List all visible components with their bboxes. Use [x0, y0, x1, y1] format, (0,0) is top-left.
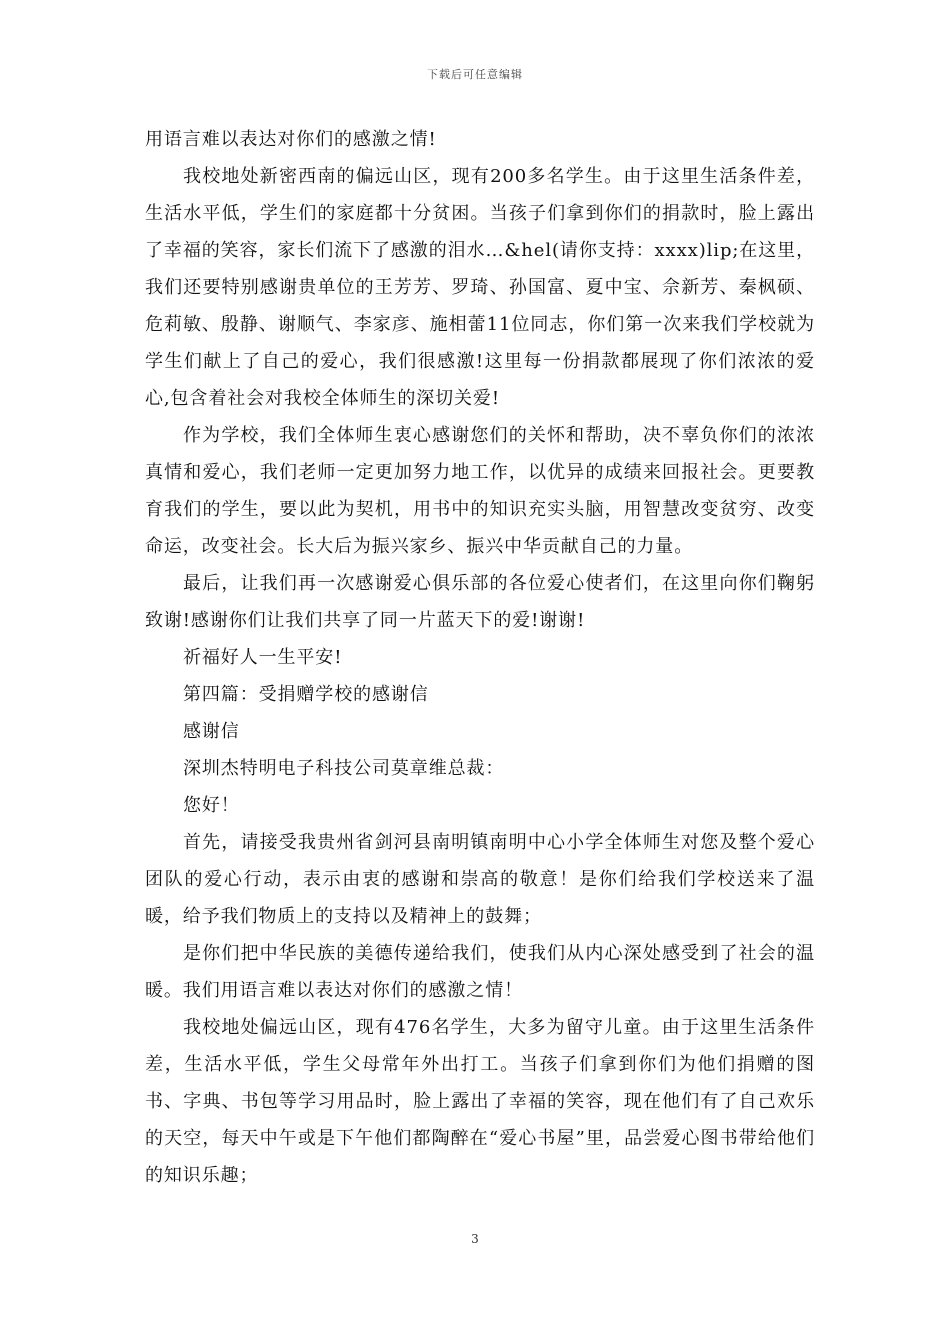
paragraph-blessing: 祈福好人一生平安!: [183, 647, 343, 668]
paragraph-virtue: 是你们把中华民族的美德传递给我们，使我们从内心深处感受到了社会的温暖。我们用语言难以表达对你们的感激之情！: [145, 943, 815, 1001]
page-header: 下载后可任意编辑: [427, 68, 523, 81]
paragraph-school-description: 我校地处偏远山区，现有476名学生，大多为留守儿童。由于这里生活条件差，生活水平低，学生父母常年外出打工。当孩子们拿到你们为他们捐赠的图书、字典、书包等学习用品时，脸上露出了幸福的笑容，现在他们有了自己欢乐的天空，每天中午或是下午他们都陶醉在“爱心书屋”里，品尝爱心图书带给他们的知识乐趣；: [145, 1017, 815, 1186]
paragraph-school-pledge: 作为学校，我们全体师生衷心感谢您们的关怀和帮助，决不辜负你们的浓浓真情和爱心，我们老师一定更加努力地工作，以优异的成绩来回报社会。更要教育我们的学生，要以此为契机，用书中的知识充实头脑，用智慧改变贫穷、改变命运，改变社会。长大后为振兴家乡、振兴中华贡献自己的力量。: [145, 425, 815, 557]
paragraph-continuation: 用语言难以表达对你们的感激之情!: [145, 129, 437, 150]
paragraph-gratitude: 首先，请接受我贵州省剑河县南明镇南明中心小学全体师生对您及整个爱心团队的爱心行动，表示由衷的感谢和崇高的敬意！是你们给我们学校送来了温暖，给予我们物质上的支持以及精神上的鼓舞；: [145, 832, 815, 927]
section-heading: 第四篇：受捐赠学校的感谢信: [183, 684, 429, 705]
document-body: [145, 121, 815, 1194]
letter-salutation: 深圳杰特明电子科技公司莫章维总裁：: [183, 758, 505, 779]
paragraph-final-thanks: 最后，让我们再一次感谢爱心俱乐部的各位爱心使者们，在这里向你们鞠躬致谢!感谢你们让我们共享了同一片蓝天下的爱!谢谢!: [145, 573, 815, 631]
paragraph-school-situation: 我校地处新密西南的偏远山区，现有200多名学生。由于这里生活条件差，生活水平低，学生们的家庭都十分贫困。当孩子们拿到你们的捐款时，脸上露出了幸福的笑容，家长们流下了感激的泪水…&hel(请你支持：xxxx)lip;在这里，我们还要特别感谢贵单位的王芳芳、罗琦、孙国富、夏中宝、佘新芳、秦枫硕、危莉敏、殷静、谢顺气、李家彦、施相蕾11位同志，你们第一次来我们学校就为学生们献上了自己的爱心，我们很感激!这里每一份捐款都展现了你们浓浓的爱心,包含着社会对我校全体师生的深切关爱!: [145, 166, 815, 409]
letter-title: 感谢信: [183, 721, 240, 742]
letter-greeting: 您好！: [183, 795, 240, 816]
page-number: 3: [471, 1232, 479, 1246]
